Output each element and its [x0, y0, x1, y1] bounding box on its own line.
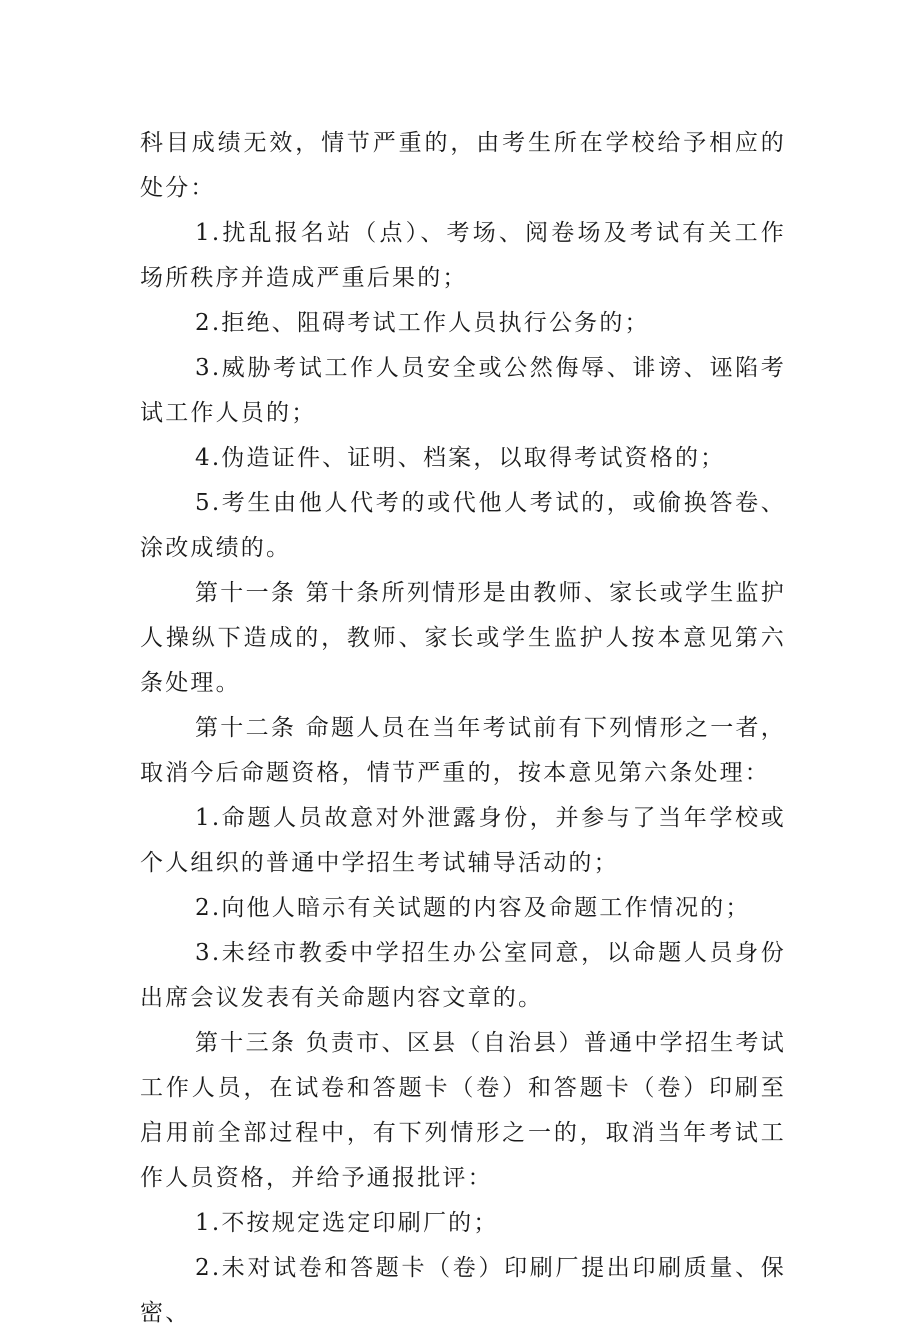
article-12-item-3: 3.未经市教委中学招生办公室同意，以命题人员身份出席会议发表有关命题内容文章的。 [140, 940, 786, 1011]
article-12-item-1: 1.命题人员故意对外泄露身份，并参与了当年学校或个人组织的普通中学招生考试辅导活动的； [140, 805, 786, 876]
paragraph-item-1: 1.扰乱报名站（点）、考场、阅卷场及考试有关工作场所秩序并造成严重后果的； [140, 220, 786, 291]
article-13-item-2: 2.未对试卷和答题卡（卷）印刷厂提出印刷质量、保密、 [140, 1255, 786, 1326]
article-13: 第十三条 负责市、区县（自治县）普通中学招生考试工作人员，在试卷和答题卡（卷）和答题卡（卷）印刷至启用前全部过程中，有下列情形之一的，取消当年考试工作人员资格，并给予通报批评： [140, 1030, 786, 1191]
document-body [140, 121, 786, 1336]
article-13-item-1: 1.不按规定选定印刷厂的； [195, 1210, 499, 1236]
paragraph-continuation: 科目成绩无效，情节严重的，由考生所在学校给予相应的处分： [140, 130, 786, 201]
article-12: 第十二条 命题人员在当年考试前有下列情形之一者，取消今后命题资格，情节严重的，按本意见第六条处理： [140, 715, 786, 786]
paragraph-item-5: 5.考生由他人代考的或代他人考试的，或偷换答卷、涂改成绩的。 [140, 490, 786, 561]
paragraph-item-2: 2.拒绝、阻碍考试工作人员执行公务的； [195, 310, 650, 336]
article-11: 第十一条 第十条所列情形是由教师、家长或学生监护人操纵下造成的，教师、家长或学生监护人按本意见第六条处理。 [140, 580, 786, 696]
paragraph-item-4: 4.伪造证件、证明、档案，以取得考试资格的； [195, 445, 726, 471]
article-12-item-2: 2.向他人暗示有关试题的内容及命题工作情况的； [195, 895, 751, 921]
paragraph-item-3: 3.威胁考试工作人员安全或公然侮辱、诽谤、诬陷考试工作人员的； [140, 355, 786, 426]
